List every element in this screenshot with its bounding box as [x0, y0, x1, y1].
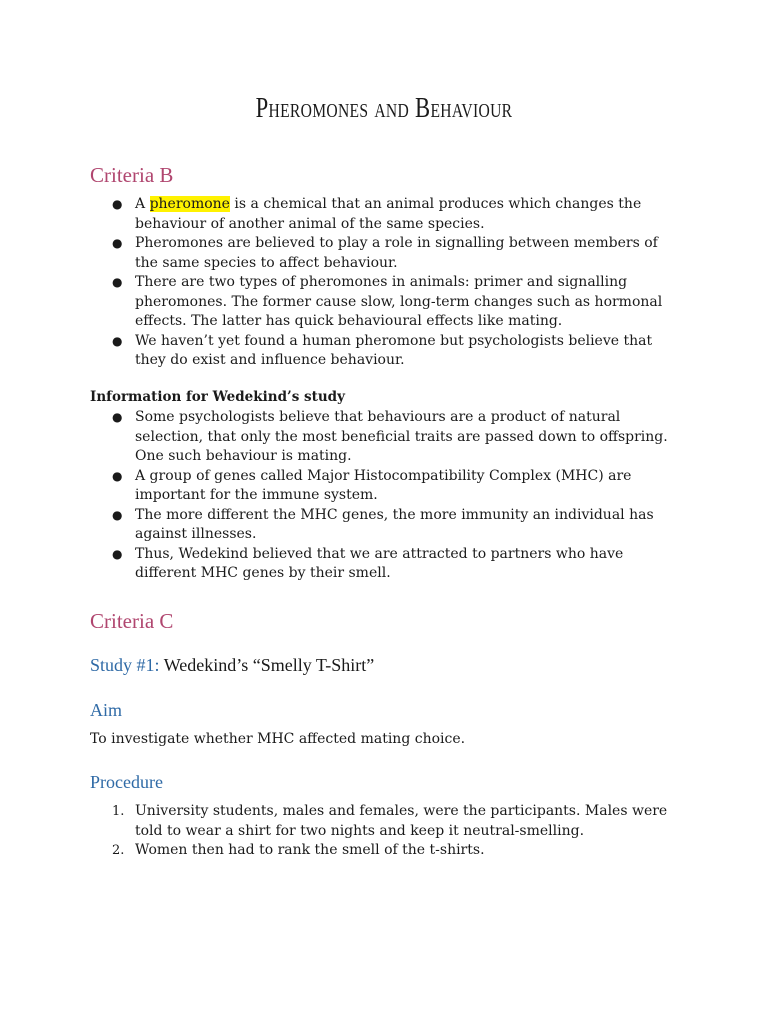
list-item	[90, 802, 680, 841]
criteria-b-list	[90, 195, 680, 371]
bullet-icon: ●	[112, 468, 123, 483]
list-item-post: is a chemical that an animal produces which changes the behaviour of another animal of the same species.	[135, 196, 642, 232]
study-heading	[90, 655, 374, 676]
procedure-heading: Procedure	[90, 772, 163, 792]
list-item	[90, 841, 680, 861]
criteria-b-heading: Criteria B	[90, 163, 174, 187]
list-item	[90, 408, 680, 467]
list-item	[90, 195, 680, 234]
list-item-text: There are two types of pheromones in animals: primer and signalling pheromones. The former cause slow, long-term changes such as hormonal effects. The latter has quick behavioural effects like mating.	[135, 274, 663, 329]
list-item-text: Some psychologists believe that behaviours are a product of natural selection, that only the most beneficial traits are passed down to offspring. One such behaviour is mating.	[135, 409, 668, 464]
list-item	[90, 332, 680, 371]
step-number: 1.	[112, 804, 125, 819]
aim-text: To investigate whether MHC affected mating choice.	[90, 731, 466, 747]
study-label: Study #1:	[90, 655, 160, 675]
list-item-pre: A	[135, 196, 150, 212]
bullet-icon: ●	[112, 546, 123, 561]
bullet-icon: ●	[112, 410, 123, 424]
info-list	[90, 408, 680, 584]
procedure-list	[90, 802, 680, 861]
step-text: University students, males and females, were the participants. Males were told to wear a shirt for two nights and keep it neutral-smelling.	[135, 803, 668, 839]
study-title: Wedekind’s “Smelly T-Shirt”	[159, 655, 375, 675]
list-item-text: Pheromones are believed to play a role in signalling between members of the same species to affect behaviour.	[135, 235, 658, 271]
bullet-icon: ●	[112, 275, 123, 289]
pheromone-highlight: pheromone	[149, 196, 230, 212]
aim-heading: Aim	[90, 700, 123, 720]
list-item	[90, 467, 680, 506]
criteria-c-heading: Criteria C	[90, 609, 174, 633]
step-number: 2.	[112, 843, 125, 858]
step-text: Women then had to rank the smell of the t-shirts.	[135, 842, 485, 858]
list-item-text: Thus, Wedekind believed that we are attracted to partners who have different MHC genes by their smell.	[135, 545, 624, 581]
bullet-icon: ●	[112, 333, 123, 348]
bullet-icon: ●	[112, 197, 123, 211]
list-item	[90, 234, 680, 273]
document-title: Pheromones and Behaviour	[255, 92, 513, 124]
bullet-icon: ●	[112, 236, 123, 250]
bullet-icon: ●	[112, 507, 123, 522]
info-heading: Information for Wedekind’s study	[90, 389, 345, 405]
list-item-text: We haven’t yet found a human pheromone but psychologists believe that they do exist and influence behaviour.	[135, 332, 653, 368]
list-item	[90, 506, 680, 545]
list-item-text: A group of genes called Major Histocompatibility Complex (MHC) are important for the immune system.	[135, 467, 632, 503]
list-item	[90, 273, 680, 332]
list-item	[90, 545, 680, 584]
list-item-text: The more different the MHC genes, the more immunity an individual has against illnesses.	[135, 506, 654, 542]
